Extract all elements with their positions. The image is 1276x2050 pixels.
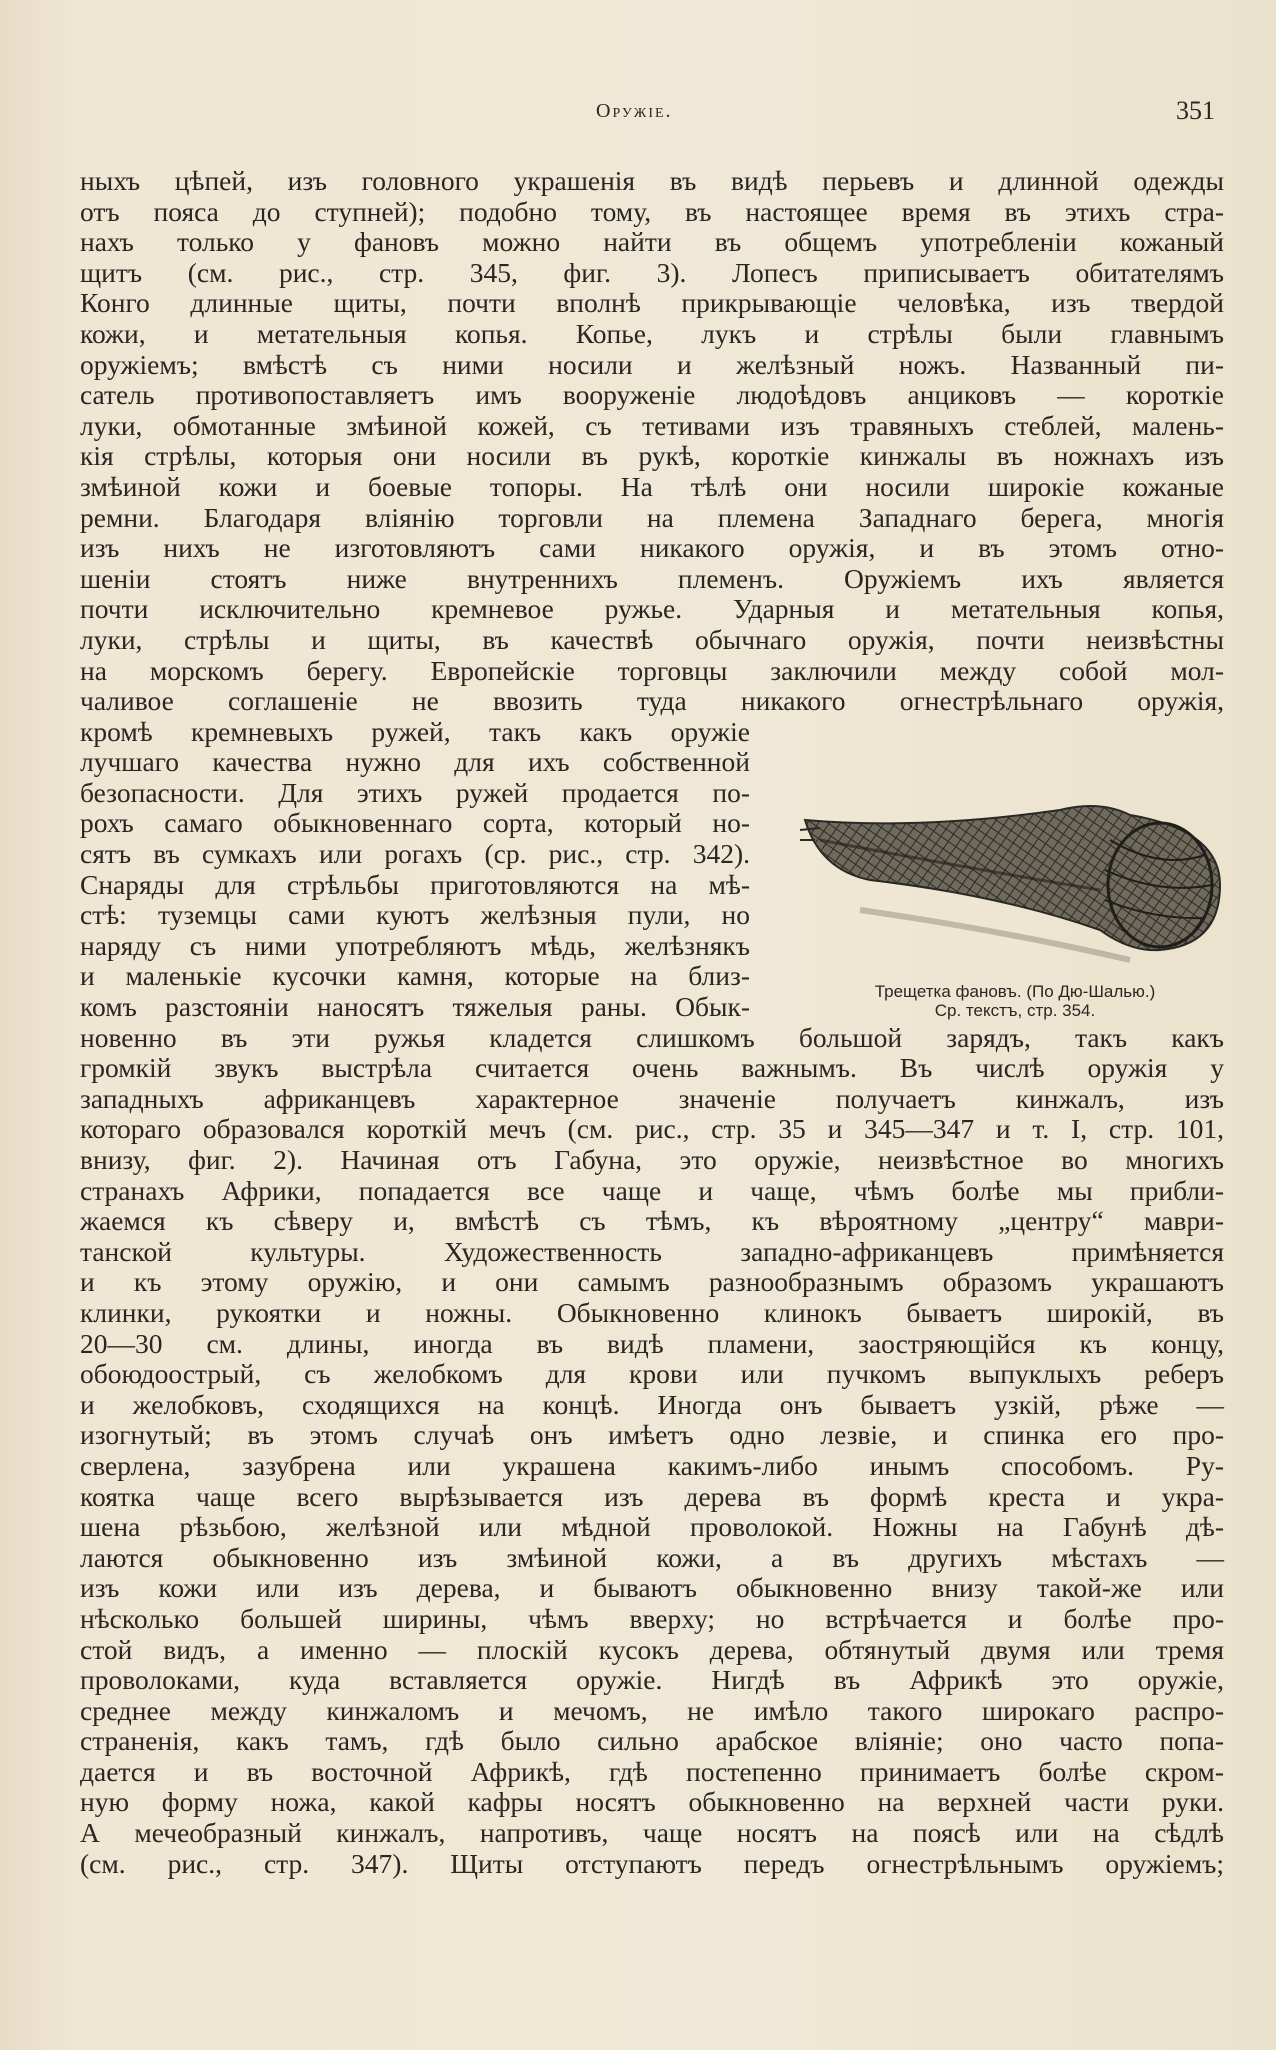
text-line: клинки, рукоятки и ножны. Обыкновенно клинокъ бываетъ широкій, въ bbox=[80, 1296, 1224, 1328]
text-line: сатель противопоставляетъ имъ вооруженіе людоѣдовъ анциковъ — короткіе bbox=[80, 379, 1224, 411]
text-line: жаемся къ сѣверу и, вмѣстѣ съ тѣмъ, къ вѣроятному „центру“ маври- bbox=[80, 1205, 1224, 1237]
text-line: сверлена, зазубрена или украшена какимъ-либо инымъ способомъ. Ру- bbox=[80, 1449, 1224, 1481]
text-line: стой видъ, а именно — плоскій кусокъ дерева, обтянутый двумя или тремя bbox=[80, 1633, 1224, 1665]
text-line: и желобковъ, сходящихся на концѣ. Иногда онъ бываетъ узкій, рѣже — bbox=[80, 1388, 1224, 1420]
text-line: кромѣ кремневыхъ ружей, такъ какъ оружіе bbox=[80, 715, 750, 747]
text-line: западныхъ африканцевъ характерное значеніе получаетъ кинжалъ, изъ bbox=[80, 1082, 1224, 1114]
text-line: и маленькіе кусочки камня, которые на близ- bbox=[80, 960, 750, 992]
text-line: странахъ Африки, попадается все чаще и чаще, чѣмъ болѣе мы прибли- bbox=[80, 1174, 1224, 1206]
running-title: Оружіе. bbox=[596, 100, 673, 122]
rattle-illustration bbox=[800, 770, 1230, 975]
text-line: дается и въ восточной Африкѣ, гдѣ постепенно принимаетъ болѣе скром- bbox=[80, 1755, 1224, 1787]
paragraph-top bbox=[80, 166, 1224, 717]
text-line: лучшаго качества нужно для ихъ собственной bbox=[80, 746, 750, 778]
paragraph-bottom bbox=[80, 1023, 1224, 1880]
text-line: коятка чаще всего вырѣзывается изъ дерева въ формѣ креста и укра- bbox=[80, 1480, 1224, 1512]
text-line: сятъ въ сумкахъ или рогахъ (ср. рис., стр. 342). bbox=[80, 838, 750, 870]
text-line: лаются обыкновенно изъ змѣиной кожи, а въ другихъ мѣстахъ — bbox=[80, 1541, 1224, 1573]
text-line: почти исключительно кремневое ружье. Ударныя и метательныя копья, bbox=[80, 593, 1224, 625]
text-line: комъ разстояніи наносятъ тяжелыя раны. Обык- bbox=[80, 991, 750, 1023]
text-line: нахъ только у фановъ можно найти въ общемъ употребленіи кожаный bbox=[80, 226, 1224, 258]
text-line: страненія, какъ тамъ, гдѣ было сильно арабское вліяніе; оно часто попа- bbox=[80, 1725, 1224, 1757]
text-line: изогнутый; въ этомъ случаѣ онъ имѣетъ одно лезвіе, и спинка его про- bbox=[80, 1419, 1224, 1451]
text-line: среднее между кинжаломъ и мечомъ, не имѣло такого широкаго распро- bbox=[80, 1694, 1224, 1726]
text-line: проволоками, куда вставляется оружіе. Нигдѣ въ Африкѣ это оружіе, bbox=[80, 1664, 1224, 1696]
text-line: изъ нихъ не изготовляютъ сами никакого оружія, и въ этомъ отно- bbox=[80, 532, 1224, 564]
text-line: новенно въ эти ружья кладется слишкомъ большой зарядъ, такъ какъ bbox=[80, 1021, 1224, 1053]
text-line: (см. рис., стр. 347). Щиты отступаютъ передъ огнестрѣльнымъ оружіемъ; bbox=[80, 1847, 1224, 1879]
text-line: и къ этому оружію, и они самымъ разнообразнымъ образомъ украшаютъ bbox=[80, 1266, 1224, 1298]
text-line: 20—30 см. длины, иногда въ видѣ пламени, заостряющійся къ концу, bbox=[80, 1327, 1224, 1359]
text-line: обоюдоострый, съ желобкомъ для крови или пучкомъ выпуклыхъ реберъ bbox=[80, 1358, 1224, 1390]
page-number: 351 bbox=[1176, 96, 1215, 125]
text-line: Снаряды для стрѣльбы приготовляются на мѣ- bbox=[80, 868, 750, 900]
text-line: рохъ самаго обыкновеннаго сорта, который но- bbox=[80, 807, 750, 839]
text-line: безопасности. Для этихъ ружей продается по- bbox=[80, 776, 750, 808]
text-line: танской культуры. Художественность западно-африканцевъ примѣняется bbox=[80, 1235, 1224, 1267]
text-line: стѣ: туземцы сами куютъ желѣзныя пули, но bbox=[80, 899, 750, 931]
page-header bbox=[0, 96, 1276, 140]
text-line: на морскомъ берегу. Европейскіе торговцы заключили между собой мол- bbox=[80, 654, 1224, 686]
text-line: змѣиной кожи и боевые топоры. На тѣлѣ они носили широкіе кожаные bbox=[80, 470, 1224, 502]
figure-rattle bbox=[800, 770, 1230, 1030]
caption-reference: Ср. текстъ, стр. 354. bbox=[934, 1001, 1096, 1020]
text-line: А мечеобразный кинжалъ, напротивъ, чаще носятъ на поясѣ или на сѣдлѣ bbox=[80, 1817, 1224, 1849]
caption-title: Трещетка фановъ. (По Дю-Шалью.) bbox=[874, 982, 1156, 1001]
text-line: кія стрѣлы, которыя они носили въ рукѣ, короткіе кинжалы въ ножнахъ изъ bbox=[80, 440, 1224, 472]
text-line: ную форму ножа, какой кафры носятъ обыкновенно на верхней части руки. bbox=[80, 1786, 1224, 1818]
text-line: чаливое соглашеніе не ввозить туда никакого огнестрѣльнаго оружія, bbox=[80, 685, 1224, 717]
text-line: громкій звукъ выстрѣла считается очень важнымъ. Въ числѣ оружія у bbox=[80, 1052, 1224, 1084]
text-line: отъ пояса до ступней); подобно тому, въ настоящее время въ этихъ стра- bbox=[80, 195, 1224, 227]
text-line: шеніи стоятъ ниже внутреннихъ племенъ. Оружіемъ ихъ является bbox=[80, 562, 1224, 594]
text-line: оружіемъ; вмѣстѣ съ ними носили и желѣзный ножъ. Названный пи- bbox=[80, 348, 1224, 380]
text-line: Конго длинные щиты, почти вполнѣ прикрывающіе человѣка, изъ твердой bbox=[80, 287, 1224, 319]
text-line: щитъ (см. рис., стр. 345, фиг. 3). Лопесъ приписываетъ обитателямъ bbox=[80, 256, 1224, 288]
text-line: луки, стрѣлы и щиты, въ качествѣ обычнаго оружія, почти неизвѣстны bbox=[80, 623, 1224, 655]
text-line: кожи, и метательныя копья. Копье, лукъ и стрѣлы были главнымъ bbox=[80, 317, 1224, 349]
text-line: наряду съ ними употребляютъ мѣдь, желѣзнякъ bbox=[80, 929, 750, 961]
text-line: изъ кожи или изъ дерева, и бываютъ обыкновенно внизу такой-же или bbox=[80, 1572, 1224, 1604]
text-line: луки, обмотанные змѣиной кожей, съ тетивами изъ травяныхъ стеблей, малень- bbox=[80, 409, 1224, 441]
figure-caption bbox=[800, 982, 1230, 1020]
text-line: внизу, фиг. 2). Начиная отъ Габуна, это оружіе, неизвѣстное во многихъ bbox=[80, 1144, 1224, 1175]
text-line: котораго образовался короткій мечъ (см. рис., стр. 35 и 345—347 и т. I, стр. 101, bbox=[80, 1113, 1224, 1145]
text-line: шена рѣзьбою, желѣзной или мѣдной проволокой. Ножны на Габунѣ дѣ- bbox=[80, 1511, 1224, 1543]
text-line: ныхъ цѣпей, изъ головного украшенія въ видѣ перьевъ и длинной одежды bbox=[80, 165, 1224, 196]
text-line: ремни. Благодаря вліянію торговли на племена Западнаго берега, многія bbox=[80, 501, 1224, 533]
text-line: нѣсколько большей ширины, чѣмъ вверху; но встрѣчается и болѣе про- bbox=[80, 1602, 1224, 1634]
